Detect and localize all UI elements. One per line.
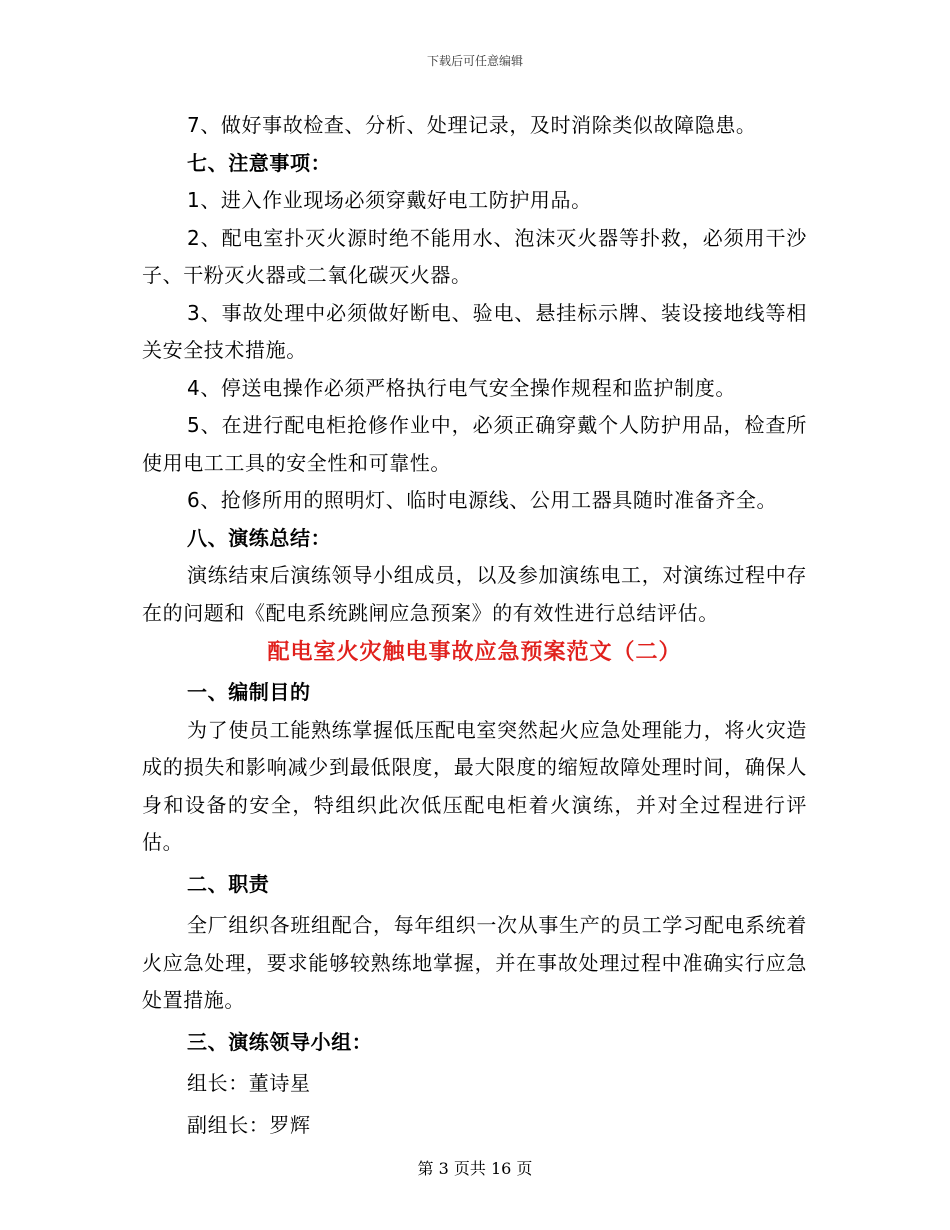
summary-paragraph: 演练结束后演练领导小组成员，以及参加演练电工，对演练过程中存在的问题和《配电系统跳闸应急预案》的有效性进行总结评估。 <box>142 563 807 625</box>
list-item: 5、在进行配电柜抢修作业中，必须正确穿戴个人防护用品，检查所使用电工工具的安全性和可靠性。 <box>142 413 807 475</box>
section-heading-leadership: 三、演练领导小组： <box>187 1029 373 1054</box>
duties-paragraph: 全厂组织各班组配合，每年组织一次从事生产的员工学习配电系统着火应急处理，要求能够较熟练地掌握，并在事故处理过程中准确实行应急处置措施。 <box>142 913 807 1012</box>
vice-leader-line: 副组长：罗辉 <box>187 1112 311 1137</box>
list-item: 2、配电室扑灭火源时绝不能用水、泡沫灭火器等扑救，必须用干沙子、干粉灭火器或二氧化碳灭火器。 <box>142 225 807 287</box>
list-item: 3、事故处理中必须做好断电、验电、悬挂标示牌、装设接地线等相关安全技术措施。 <box>142 300 807 362</box>
section-heading-purpose: 一、编制目的 <box>187 680 311 704</box>
page-footer: 第 3 页共 16 页 <box>417 1159 533 1178</box>
list-item: 6、抢修所用的照明灯、临时电源线、公用工器具随时准备齐全。 <box>187 488 778 512</box>
section-heading-notes: 七、注意事项： <box>187 150 332 175</box>
document-title: 配电室火灾触电事故应急预案范文（二） <box>267 640 682 665</box>
list-item: 4、停送电操作必须严格执行电气安全操作规程和监护制度。 <box>187 375 736 400</box>
list-item: 1、进入作业现场必须穿戴好电工防护用品。 <box>187 188 592 212</box>
list-item: 7、做好事故检查、分析、处理记录，及时消除类似故障隐患。 <box>187 113 757 137</box>
section-heading-duties: 二、职责 <box>187 871 270 896</box>
leader-line: 组长：董诗星 <box>187 1071 311 1095</box>
page-header: 下载后可任意编辑 <box>426 54 523 68</box>
document-body <box>142 107 807 1144</box>
purpose-paragraph: 为了使员工能熟练掌握低压配电室突然起火应急处理能力，将火灾造成的损失和影响减少到最低限度，最大限度的缩短故障处理时间，确保人身和设备的安全，特组织此次低压配电柜着火演练，并对全过程进行评估。 <box>142 717 807 854</box>
section-heading-summary: 八、演练总结： <box>187 525 332 550</box>
